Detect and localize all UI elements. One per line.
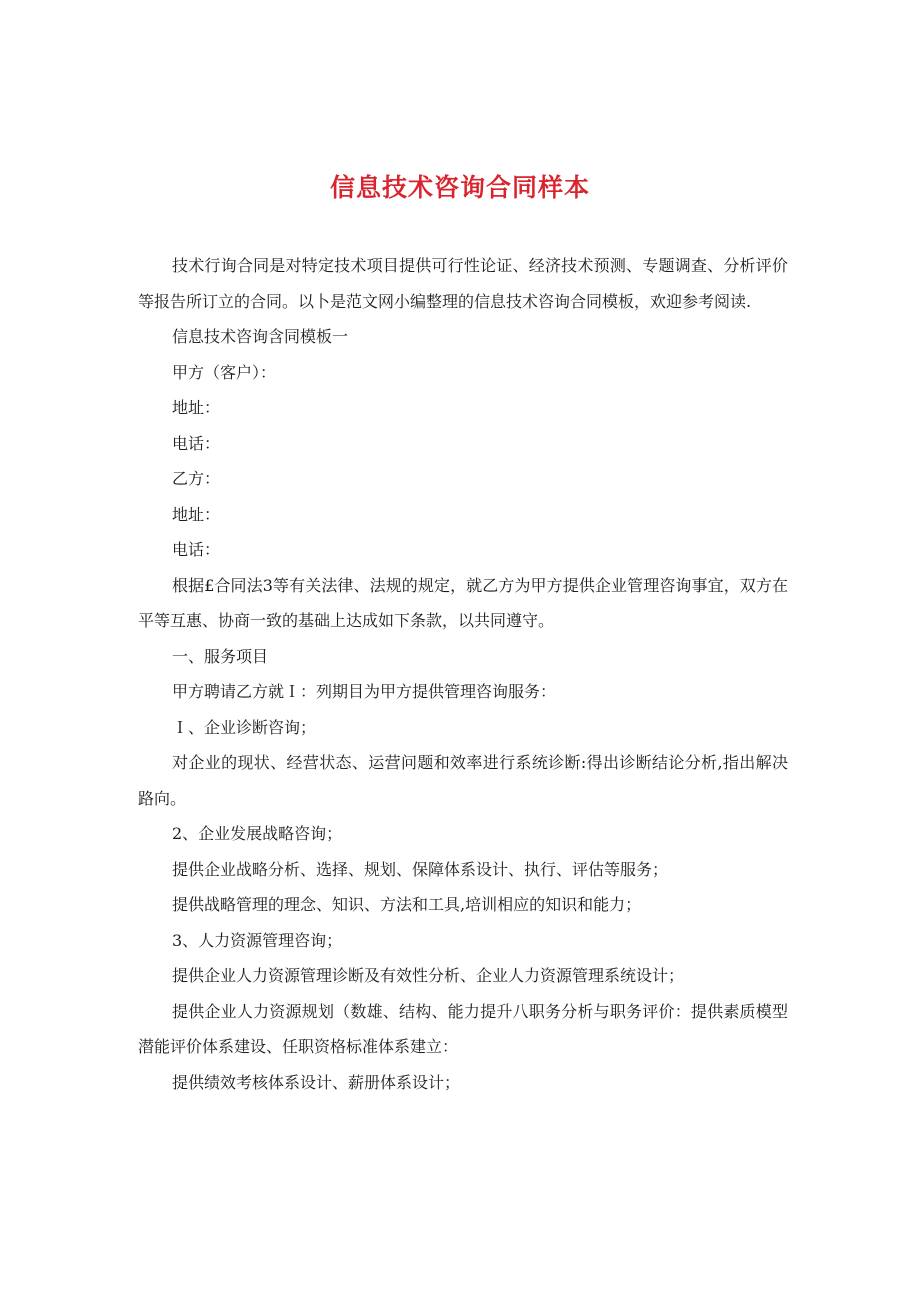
service-item-3-heading: 3、人力资源管理咨询； bbox=[172, 930, 343, 950]
document-body bbox=[138, 248, 788, 1100]
party-b-line: 乙方： bbox=[172, 469, 221, 488]
template-heading: 信息技术咨询含同模板一 bbox=[172, 327, 349, 346]
intro-paragraph: 技术行询合同是对特定技术项目提供可行性论证、经济技术预测、专题调查、分析评价等报告所订立的合同。以卜是范文网小编整理的信息技术咨询合同模板，欢迎参考阅读. bbox=[138, 256, 788, 311]
legal-basis-paragraph: 根据£合同法3等有关法律、法规的规定，就乙方为甲方提供企业管理咨询事宜，双方在平等互惠、协商一致的基础上达成如下条款，以共同遵守。 bbox=[138, 575, 788, 630]
service-item-3-detail-2: 提供企业人力资源规划（数雄、结构、能力提升八职务分析与职务评价：提供素质模型潜能评价体系建设、任职资格标准体系建立： bbox=[138, 1001, 788, 1056]
party-a-address-line: 地址： bbox=[172, 398, 221, 417]
service-item-1-heading: Ｉ、企业诊断咨询； bbox=[172, 717, 317, 737]
section-heading-services: 一、服务项目 bbox=[172, 646, 269, 666]
service-item-3-detail-1: 提供企业人力资源管理诊断及有效性分析、企业人力资源管理系统设计； bbox=[172, 966, 685, 985]
party-b-phone-line: 电话： bbox=[172, 540, 221, 559]
party-a-phone-line: 电话： bbox=[172, 433, 221, 453]
service-item-2-heading: 2、企业发展战略咨询； bbox=[172, 824, 343, 843]
party-a-line: 甲方（客户）： bbox=[172, 362, 277, 382]
service-item-3-detail-3: 提供绩效考核体系设计、薪册体系设计； bbox=[172, 1072, 461, 1092]
document-title: 信息技术咨询合同样本 bbox=[329, 173, 590, 202]
service-item-1-description: 对企业的现状、经营状态、运营问题和效率进行系统诊断:得出诊断结论分析,指出解决路向。 bbox=[138, 753, 788, 808]
services-intro-line: 甲方聘请乙方就Ｉ：列期目为甲方提供管理咨询服务： bbox=[172, 682, 557, 701]
service-item-2-detail-2: 提供战略管理的理念、知识、方法和工具,培训相应的知识和能力； bbox=[172, 895, 642, 914]
party-b-address-line: 地址： bbox=[172, 504, 221, 524]
service-item-2-detail-1: 提供企业战略分析、选择、规划、保障体系设计、执行、评估等服务； bbox=[172, 859, 669, 879]
